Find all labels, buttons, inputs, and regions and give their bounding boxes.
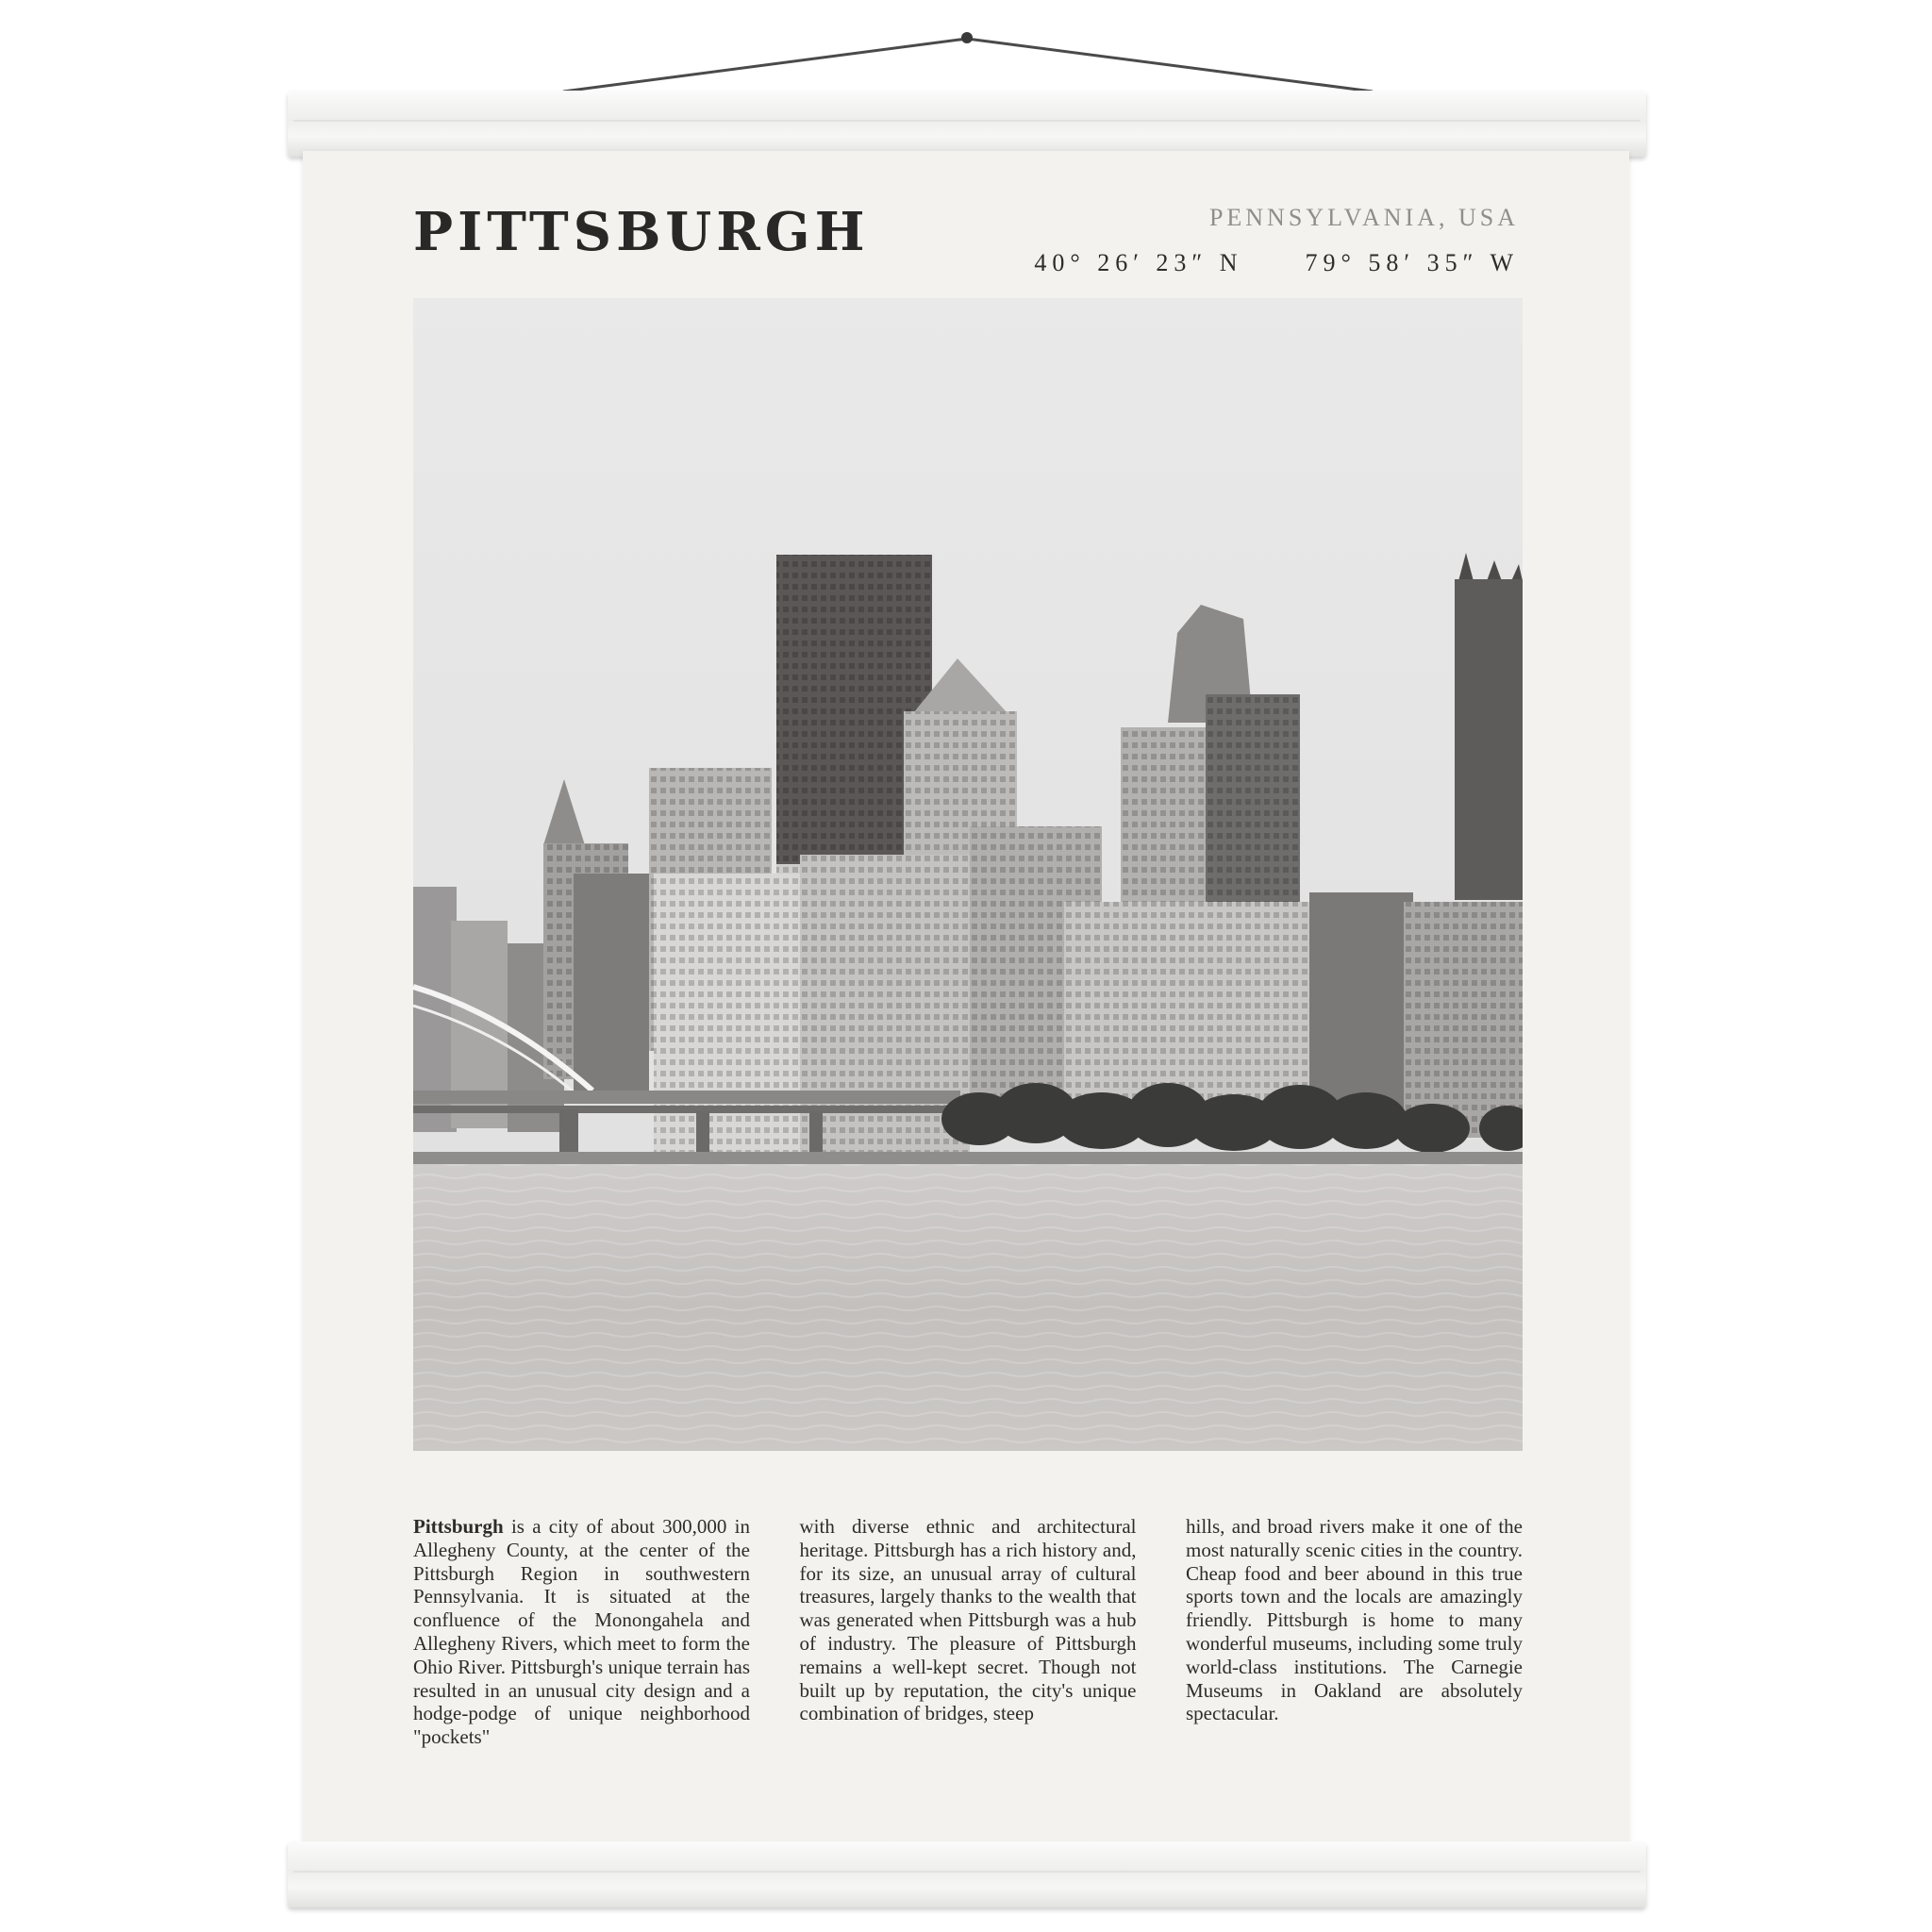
longitude-label: 79° 58′ 35″ W	[1305, 249, 1519, 276]
latitude-label: 40° 26′ 23″ N	[1034, 249, 1243, 276]
description-column-1	[413, 1515, 750, 1749]
intro-bold-word: Pittsburgh	[413, 1515, 504, 1538]
description-text	[413, 1515, 1523, 1749]
description-column-2: with diverse ethnic and architectural heritage. Pittsburgh has a rich history and, for its size, an unusual array of cultural treasures, largely thanks to the wealth that was generated when Pittsburgh was a hub of industry. The pleasure of Pittsburgh remains a well-kept secret. Though not built up by reputation, the city's unique combination of bridges, steep	[799, 1515, 1137, 1725]
region-label: PENNSYLVANIA, USA	[1208, 204, 1519, 231]
description-column-3: hills, and broad rivers make it one of the most naturally scenic cities in the country. Cheap food and beer abound in this true sports town and the locals are amazingly friendly. Pittsburgh is home to many wonderful museums, including some truly world-class institutions. The Carnegie Museums in Oakland are absolutely spectacular.	[1186, 1515, 1523, 1725]
column-1-text: is a city of about 300,000 in Allegheny County, at the center of the Pittsburgh Region in southwestern Pennsylvania. It is situated at the confluence of the Monongahela and Allegheny Rivers, which meet to form the Ohio River. Pittsburgh's unique terrain has resulted in an unusual city design and a hodge-podge of unique neighborhood "pockets"	[413, 1515, 750, 1749]
city-skyline-photo	[413, 298, 1523, 1451]
poster	[303, 151, 1629, 1845]
coordinates	[1034, 249, 1519, 277]
skyline-illustration	[413, 298, 1523, 1451]
top-hanger-rail	[288, 91, 1646, 157]
poster-title: PITTSBURGH	[413, 201, 870, 263]
bottom-hanger-rail	[288, 1841, 1646, 1907]
